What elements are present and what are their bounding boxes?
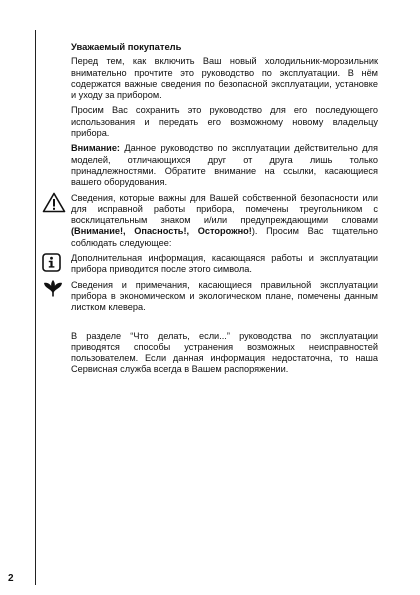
margin-rule	[35, 30, 36, 585]
warning-paragraph	[71, 193, 378, 249]
clover-leaf-icon	[42, 279, 64, 297]
troubleshooting-paragraph: В разделе “Что делать, если...” руководства по эксплуатации приводятся способы устранения возможных неисправностей пользователем. Если данная информация недостаточна, то наша Сервисная служба всегда в Вашем распоряжении.	[71, 330, 378, 375]
info-block	[71, 253, 378, 276]
eco-paragraph: Сведения и примечания, касающиеся правильной эксплуатации прибора в экономическом и экологическом плане, помечены данным листком клевера.	[71, 279, 378, 313]
page-title: Уважаемый покупатель	[71, 41, 182, 52]
attention-label: Внимание:	[71, 143, 120, 154]
warning-triangle-icon	[42, 192, 66, 213]
attention-paragraph	[71, 143, 378, 188]
page-content	[71, 41, 378, 380]
keep-manual-paragraph: Просим Вас сохранить это руководство для его последующего использования и передать его возможному новому владельцу прибора.	[71, 105, 378, 139]
intro-paragraph: Перед тем, как включить Ваш новый холодильник-морозильник внимательно прочтите это руководство по эксплуатации. В нём содержатся важные сведения по безопасной эксплуатации, установке и уходу за прибором.	[71, 56, 378, 101]
page-number: 2	[8, 573, 14, 584]
info-icon	[42, 253, 61, 272]
eco-block	[71, 280, 378, 314]
warning-text-start: Сведения, которые важны для Вашей собственной безопасности или для исправной работы прибора, помечены треугольником с восклицательным знаком и/или предупреждающими словами	[71, 192, 378, 226]
info-paragraph: Дополнительная информация, касающаяся работы и эксплуатации прибора приводится после этого символа.	[71, 253, 378, 275]
warning-words: (Внимание!, Опасность!, Осторожно!	[71, 226, 252, 237]
warning-block	[71, 193, 378, 249]
warning-text-end: ). Просим Вас тщательно соблюдать следующее:	[71, 226, 378, 248]
attention-text: Данное руководство по эксплуатации действительно для моделей, отличающихся друг от друга лишь только принадлежностями. Обратите внимание на ссылки, касающиеся вашего оборудования.	[71, 143, 378, 188]
